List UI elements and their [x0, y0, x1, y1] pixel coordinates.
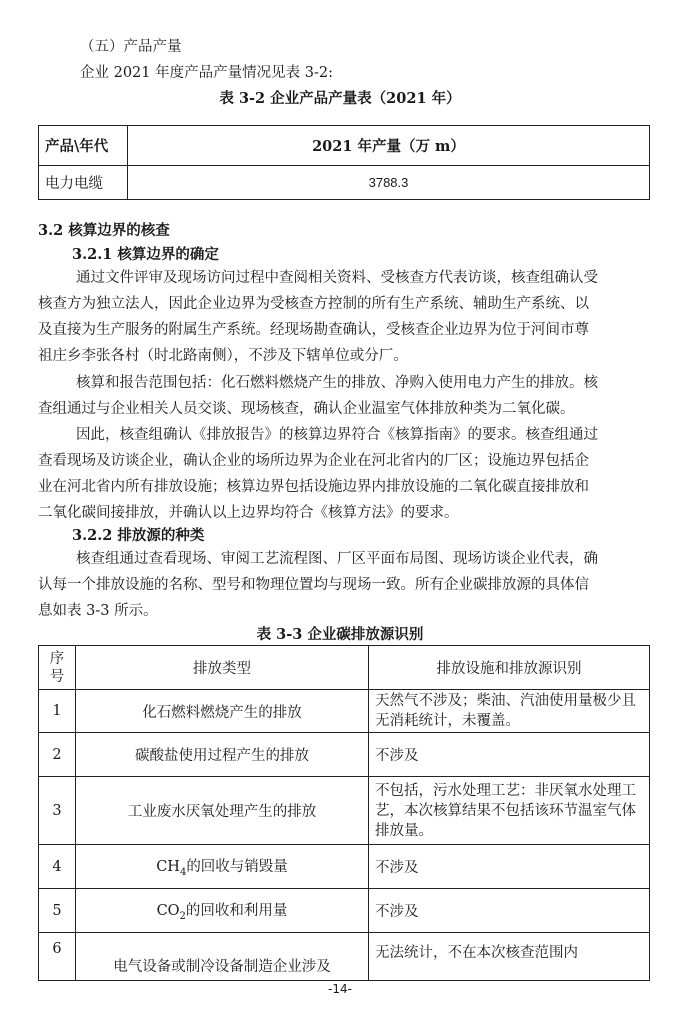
emission-source: 不涉及: [369, 845, 650, 889]
table-cell: 3788.3: [128, 166, 650, 200]
paragraph-boundary: [38, 265, 650, 369]
table-row: [39, 845, 650, 889]
table-header-row: [39, 126, 650, 166]
emission-source: 无法统计，不在本次核查范围内: [369, 933, 650, 981]
emission-source: 不涉及: [369, 889, 650, 933]
table-row: [39, 777, 650, 845]
emission-type: 化石燃料燃烧产生的排放: [76, 690, 369, 733]
para-line: 核查组通过查看现场、审阅工艺流程图、厂区平面布局图、现场访谈企业代表，确: [76, 551, 598, 567]
emission-type: [76, 889, 369, 933]
para-line: 通过文件评审及现场访问过程中查阅相关资料、受核查方代表访谈，核查组确认受: [76, 270, 598, 286]
para-line: 息如表 3-3 所示。: [38, 603, 158, 619]
table-row: [39, 690, 650, 733]
para-line: 查组通过与企业相关人员交谈、现场核查，确认企业温室气体排放种类为二氧化碳。: [38, 401, 575, 417]
formula-subscript: 4: [179, 866, 187, 878]
type-suffix: 的回收与销毁量: [186, 859, 288, 876]
para-line: 二氧化碳间接排放，并确认以上边界均符合《核算方法》的要求。: [38, 505, 459, 521]
row-number: 6: [39, 933, 76, 981]
paragraph-sources: [38, 546, 650, 624]
row-number: 4: [39, 845, 76, 889]
table-3-2-title: 表 3-2 企业产品产量表（2021 年）: [219, 90, 461, 107]
table-cell: 电力电缆: [39, 166, 128, 200]
table-row: [39, 889, 650, 933]
formula-text: CO: [156, 903, 180, 920]
para-line: 核算和报告范围包括：化石燃料燃烧产生的排放、净购入使用电力产生的排放。核: [76, 375, 598, 391]
row-number: 2: [39, 733, 76, 777]
header-cell: 产品\年代: [39, 126, 128, 166]
table-row: [39, 166, 650, 200]
emission-type: 工业废水厌氧处理产生的排放: [76, 777, 369, 845]
emission-source: 不包括，污水处理工艺：非厌氧水处理工 艺，本次核算结果不包括该环节温室气体 排放量。: [369, 777, 650, 845]
table-row: [39, 933, 650, 981]
formula-subscript: 2: [179, 910, 186, 922]
table-3-2: [38, 125, 650, 200]
emission-source: 天然气不涉及；柴油、汽油使用量极少且 无消耗统计，未覆盖。: [369, 690, 650, 733]
para-line: 业在河北省内所有排放设施；核算边界包括设施边界内排放设施的二氧化碳直接排放和: [38, 479, 589, 495]
subsection-heading: 3.2.1 核算边界的确定: [72, 246, 219, 263]
para-line: 核查方为独立法人，因此企业边界为受核查方控制的所有生产系统、辅助生产系统、以: [38, 296, 589, 312]
para-line: 及直接为生产服务的附属生产系统。经现场勘查确认，受核查企业边界为位于河间市尊: [38, 322, 589, 338]
formula-text: CH: [156, 859, 180, 876]
type-suffix: 的回收和利用量: [185, 903, 288, 920]
header-cell: 序 号: [39, 646, 76, 690]
page-number: -14-: [328, 982, 352, 996]
header-cell: 排放类型: [76, 646, 369, 690]
para-line: 因此，核查组确认《排放报告》的核算边界符合《核算指南》的要求。核查组通过: [76, 427, 598, 443]
paragraph-scope: [38, 370, 650, 422]
row-number: 1: [39, 690, 76, 733]
emission-type: 碳酸盐使用过程产生的排放: [76, 733, 369, 777]
section-item: （五）产品产量: [80, 39, 182, 55]
para-line: 查看现场及访谈企业，确认企业的场所边界为企业在河北省内的厂区；设施边界包括企: [38, 453, 589, 469]
intro-line: 企业 2021 年度产品产量情况见表 3-2:: [80, 65, 333, 81]
table-header-row: [39, 646, 650, 690]
paragraph-conclusion: [38, 422, 650, 526]
table-row: [39, 733, 650, 777]
section-heading: 3.2 核算边界的核查: [38, 222, 170, 239]
row-number: 3: [39, 777, 76, 845]
emission-source: 不涉及: [369, 733, 650, 777]
table-3-3-title: 表 3-3 企业碳排放源识别: [256, 626, 424, 643]
row-number: 5: [39, 889, 76, 933]
table-3-3: [38, 645, 650, 981]
header-cell: 2021 年产量（万 m）: [128, 126, 650, 166]
para-line: 祖庄乡李张各村（时北路南侧），不涉及下辖单位或分厂。: [38, 348, 408, 364]
para-line: 认每一个排放设施的名称、型号和物理位置均与现场一致。所有企业碳排放源的具体信: [38, 577, 589, 593]
emission-type: [76, 845, 369, 889]
header-cell: 排放设施和排放源识别: [369, 646, 650, 690]
emission-type: 电气设备或制冷设备制造企业涉及: [76, 933, 369, 981]
subsection-heading: 3.2.2 排放源的种类: [72, 527, 205, 544]
